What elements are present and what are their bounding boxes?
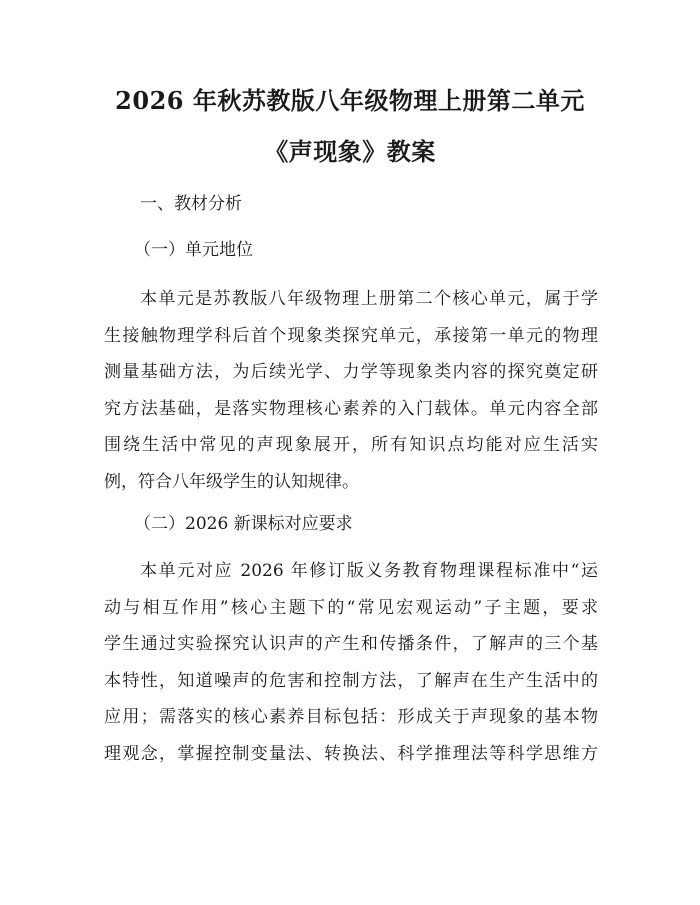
paragraph-line: 测量基础方法，为后续光学、力学等现象类内容的探究奠定研 [104, 362, 598, 382]
paragraph-line: 理观念，掌握控制变量法、转换法、科学推理法等科学思维方 [104, 743, 598, 764]
paragraph-line: 本单元对应 2026 年修订版义务教育物理课程标准中“运 [140, 561, 598, 581]
paragraph-line: 学生通过实验探究认识声的产生和传播条件，了解声的三个基 [104, 634, 598, 654]
paragraph-unit-position [104, 281, 598, 500]
subsection-heading-curriculum-standard: （二）2026 新课标对应要求 [134, 514, 353, 534]
subsection-heading-unit-position: （一）单元地位 [134, 240, 253, 260]
paragraph-line: 动与相互作用”核心主题下的“常见宏观运动”子主题，要求 [104, 597, 598, 618]
paragraph-line: 围绕生活中常见的声现象展开，所有知识点均能对应生活实 [104, 435, 598, 455]
paragraph-line: 本单元是苏教版八年级物理上册第二个核心单元，属于学 [140, 289, 598, 309]
document-title-line-2: 《声现象》教案 [264, 137, 436, 166]
document-title-line-1: 2026 年秋苏教版八年级物理上册第二单元 [115, 86, 585, 115]
paragraph-line: 生接触物理学科后首个现象类探究单元，承接第一单元的物理 [104, 325, 598, 346]
paragraph-line: 应用；需落实的核心素养目标包括：形成关于声现象的基本物 [104, 707, 598, 727]
paragraph-line: 究方法基础，是落实物理核心素养的入门载体。单元内容全部 [104, 398, 598, 419]
section-heading-textbook-analysis: 一、教材分析 [140, 194, 242, 214]
paragraph-line: 本特性，知道噪声的危害和控制方法，了解声在生产生活中的 [104, 670, 598, 691]
paragraph-line: 例，符合八年级学生的认知规律。 [104, 471, 359, 492]
paragraph-curriculum-standard [104, 553, 598, 772]
